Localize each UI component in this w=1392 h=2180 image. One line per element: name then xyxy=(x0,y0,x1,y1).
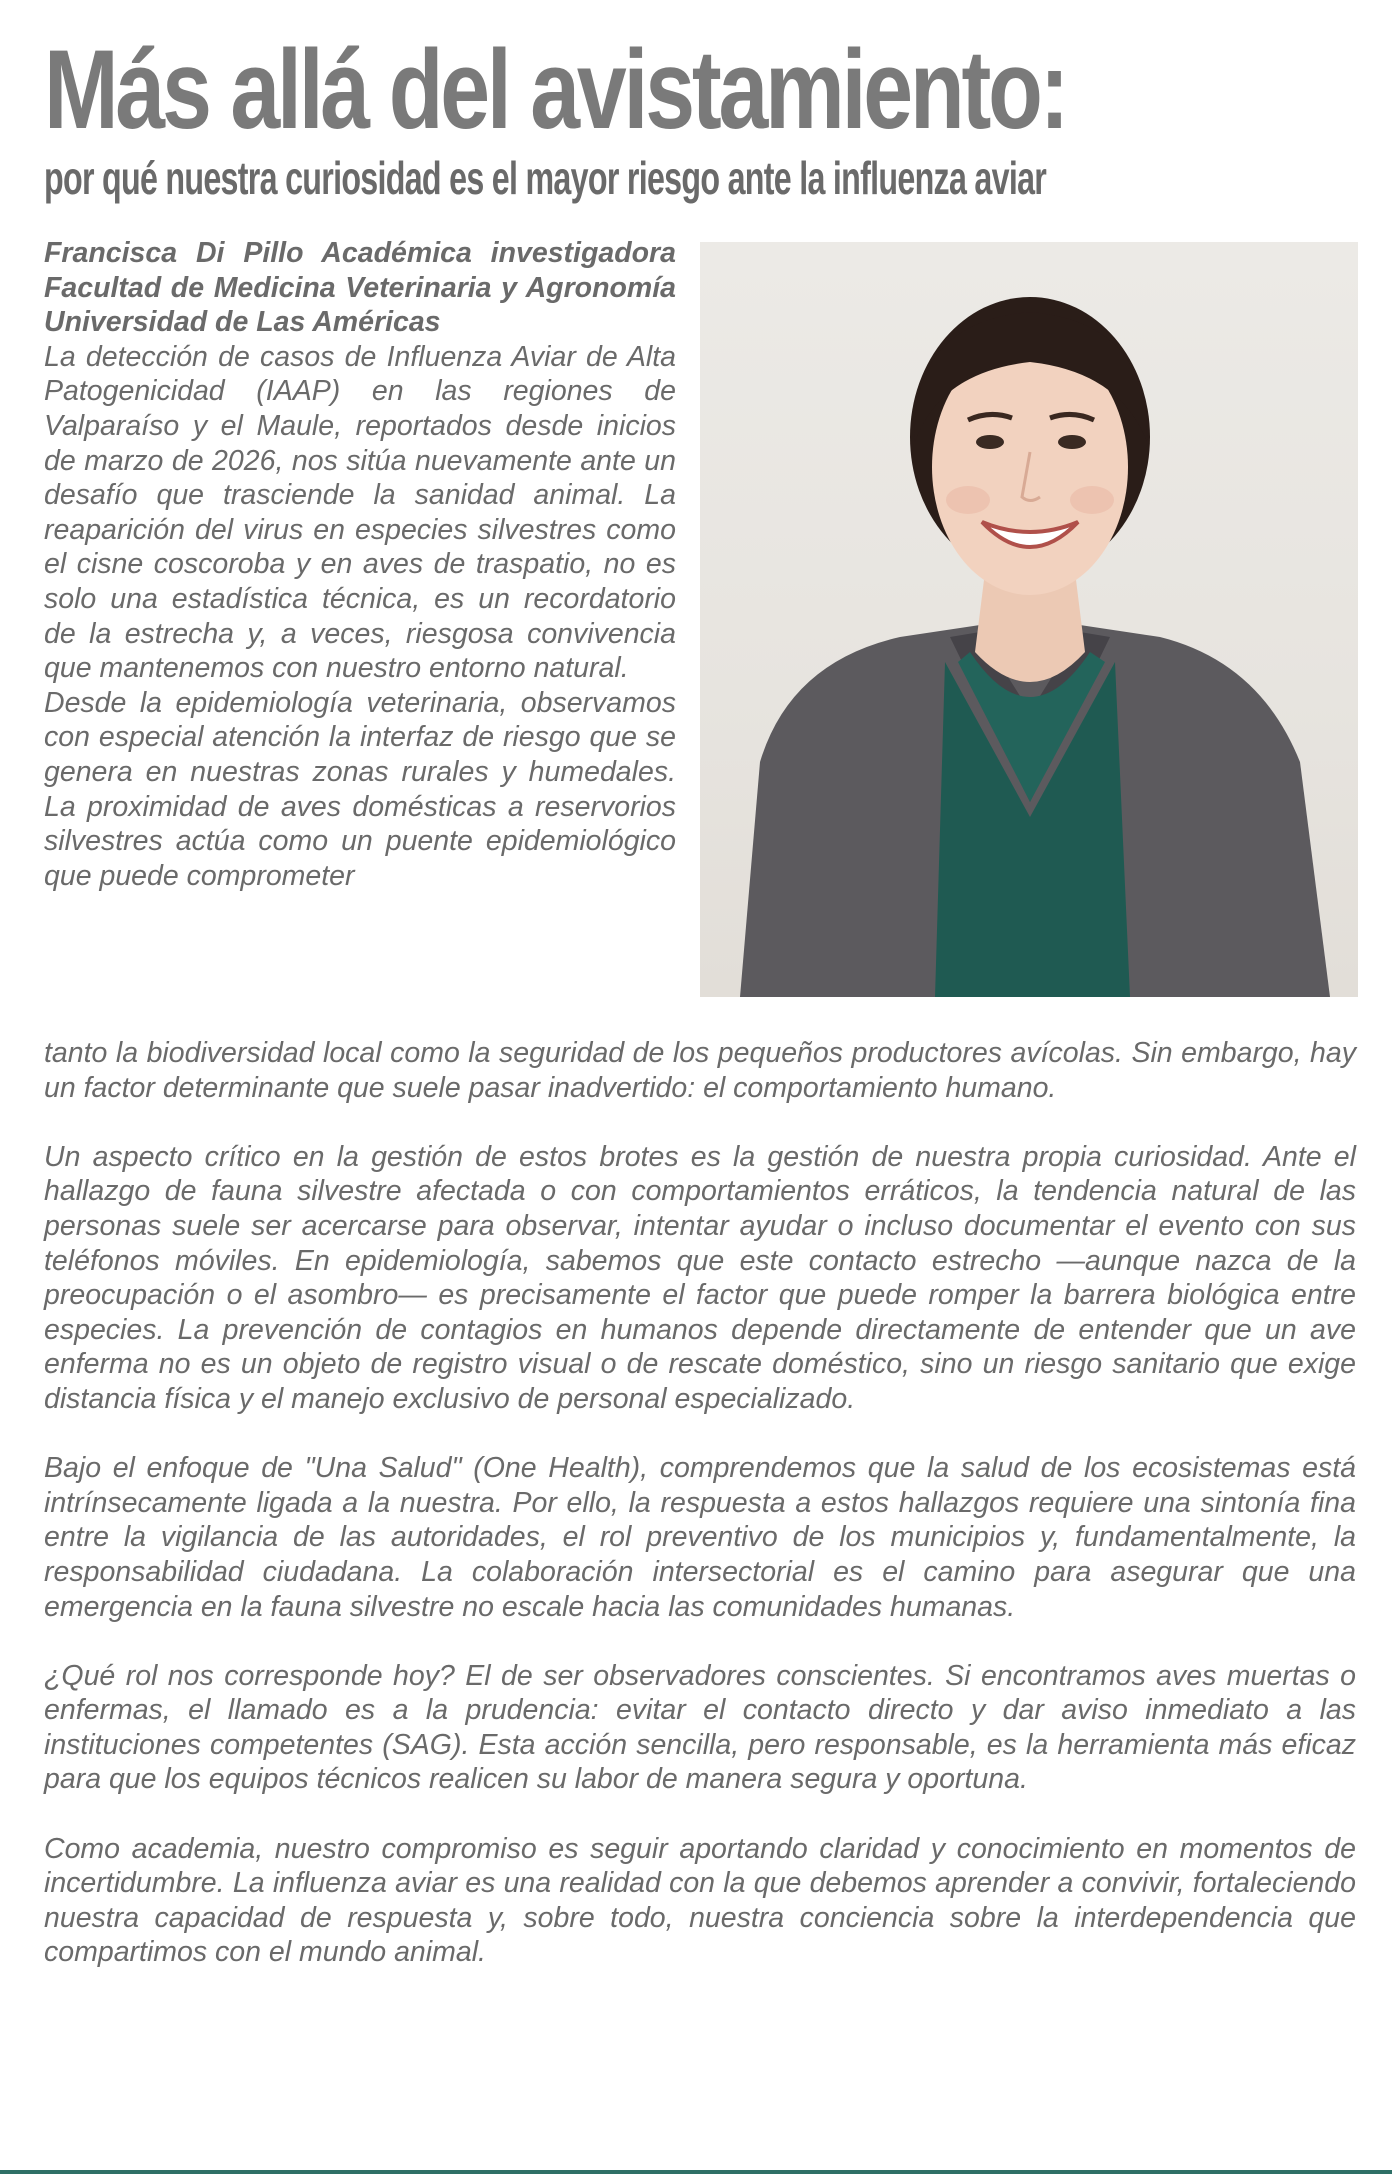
article-title: Más allá del avistamiento: xyxy=(44,27,1067,152)
author-photo xyxy=(700,242,1358,997)
paragraph-2-end: tanto la biodiversidad local como la seguridad de los pequeños productores avícolas. Sin embargo, hay un factor determinante que suele pasar inadvertido: el comportamiento humano. xyxy=(44,1037,1356,1104)
paragraph-4: Bajo el enfoque de "Una Salud" (One Health), comprendemos que la salud de los ecosistemas está intrínsecamente ligada a la nuestra. Por ello, la respuesta a estos hallazgos requiere una sintonía fina entre la vigilancia de las autoridades, el rol preventivo de los municipios y, fundamentalmente, la responsabilidad ciudadana. La colaboración intersectorial es el camino para asegurar que una emergencia en la fauna silvestre no escale hacia las comunidades humanas. xyxy=(44,1452,1356,1623)
intro-paragraph: La detección de casos de Influenza Aviar de Alta Patogenicidad (IAAP) en las regiones de Valparaíso y el Maule, reportados desde inicios de marzo de 2026, nos sitúa nuevamente ante un desafío que trasciende la sanidad animal. La reaparición del virus en especies silvestres como el cisne coscoroba y en aves de traspatio, no es solo una estadística técnica, es un recordatorio de la estrecha y, a veces, riesgosa convivencia que mantenemos con nuestro entorno natural. xyxy=(44,340,676,685)
left-text-column xyxy=(44,236,676,893)
paragraph-2-start: Desde la epidemiología veterinaria, observamos con especial atención la interfaz de riesgo que se genera en nuestras zonas rurales y humedales. La proximidad de aves domésticas a reservorios silvestres actúa como un puente epidemiológico que puede comprometer xyxy=(44,686,676,892)
author-byline: Francisca Di Pillo Académica investigadora Facultad de Medicina Veterinaria y Agronomía Universidad de Las Américas xyxy=(44,237,676,339)
author-portrait-illustration xyxy=(700,242,1358,997)
paragraph-6: Como academia, nuestro compromiso es seguir aportando claridad y conocimiento en momentos de incertidumbre. La influenza aviar es una realidad con la que debemos aprender a convivir, fortaleciendo nuestra capacidad de respuesta y, sobre todo, nuestra conciencia sobre la interdependencia que compartimos con el mundo animal. xyxy=(44,1832,1356,1969)
full-width-text xyxy=(44,1036,1356,1970)
article-subtitle: por qué nuestra curiosidad es el mayor riesgo ante la influenza aviar xyxy=(44,152,1047,204)
paragraph-3: Un aspecto crítico en la gestión de estos brotes es la gestión de nuestra propia curiosidad. Ante el hallazgo de fauna silvestre afectada o con comportamientos erráticos, la tendencia natural de las personas suele ser acercarse para observar, intentar ayudar o incluso documentar el evento con sus teléfonos móviles. En epidemiología, sabemos que este contacto estrecho —aunque nazca de la preocupación o el asombro— es precisamente el factor que puede romper la barrera biológica entre especies. La prevención de contagios en humanos depende directamente de entender que un ave enferma no es un objeto de registro visual o de rescate doméstico, sino un riesgo sanitario que exige distancia física y el manejo exclusivo de personal especializado. xyxy=(44,1140,1356,1415)
bottom-divider xyxy=(0,2170,1392,2174)
paragraph-5: ¿Qué rol nos corresponde hoy? El de ser observadores conscientes. Si encontramos aves muertas o enfermas, el llamado es a la prudencia: evitar el contacto directo y dar aviso inmediato a las instituciones competentes (SAG). Esta acción sencilla, pero responsable, es la herramienta más eficaz para que los equipos técnicos realicen su labor de manera segura y oportuna. xyxy=(44,1659,1356,1796)
